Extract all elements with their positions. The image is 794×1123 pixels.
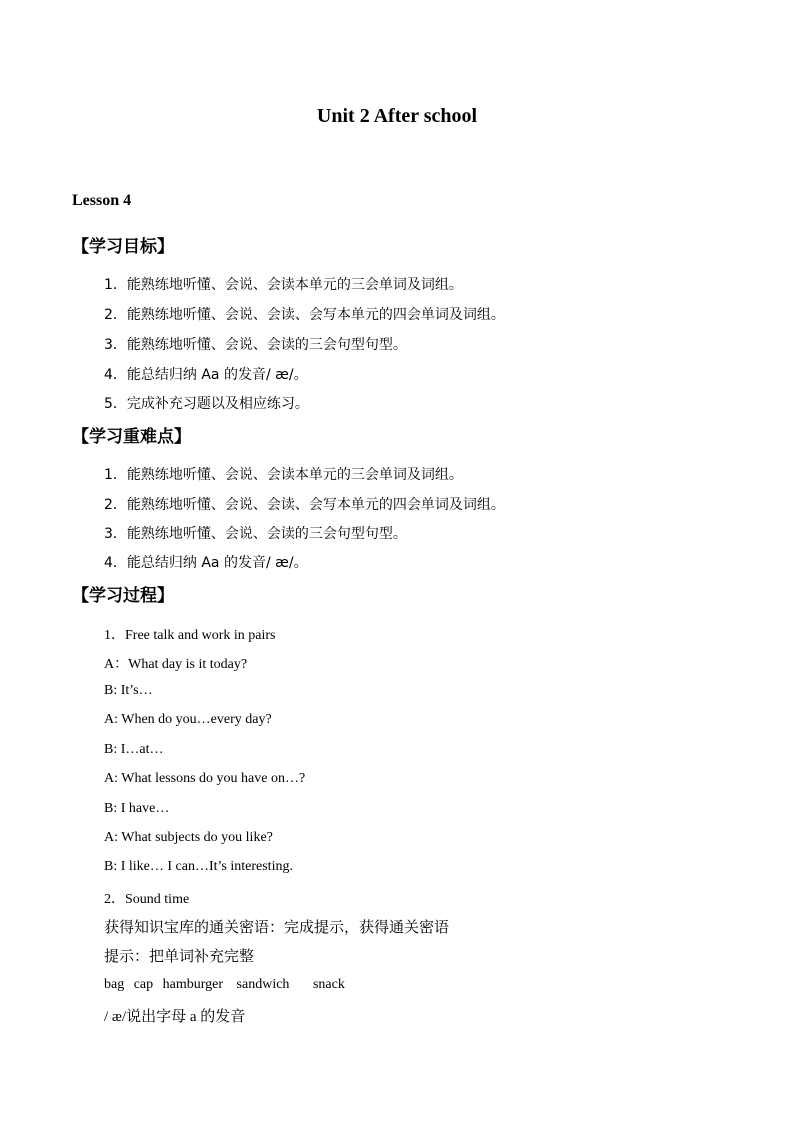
dialogue-line: A: What subjects do you like? xyxy=(104,830,273,845)
dialogue-line: A: When do you…every day? xyxy=(104,712,272,727)
section-heading-key-points: 【学习重难点】 xyxy=(72,427,191,447)
word-item: hamburger xyxy=(162,977,224,992)
lesson-heading: Lesson 4 xyxy=(72,192,132,209)
goal-item: 3．能熟练地听懂、会说、会读的三会句型句型。 xyxy=(104,337,407,353)
dialogue-line: B: I…at… xyxy=(104,742,164,757)
hint-instruction: 提示：把单词补充完整 xyxy=(104,947,255,965)
goal-item: 2．能熟练地听懂、会说、会读、会写本单元的四会单词及词组。 xyxy=(104,307,505,323)
page-title: Unit 2 After school xyxy=(316,105,478,127)
word-item: snack xyxy=(312,977,345,992)
dialogue-line: B: I have… xyxy=(104,801,170,816)
dialogue-line: A：What day is it today? xyxy=(104,657,248,672)
step-free-talk: 1．Free talk and work in pairs xyxy=(104,628,276,643)
section-heading-goals: 【学习目标】 xyxy=(72,237,174,257)
goal-item: 4．能总结归纳 Aa 的发音/ æ/。 xyxy=(104,367,308,383)
dialogue-line: B: I like… I can…It’s interesting. xyxy=(104,859,293,874)
goal-item: 1．能熟练地听懂、会说、会读本单元的三会单词及词组。 xyxy=(104,277,463,293)
password-instruction: 获得知识宝库的通关密语：完成提示，获得通关密语 xyxy=(104,918,450,936)
goal-item: 5．完成补充习题以及相应练习。 xyxy=(104,396,309,412)
word-item: cap xyxy=(133,977,154,992)
key-point-item: 4．能总结归纳 Aa 的发音/ æ/。 xyxy=(104,555,308,571)
key-point-item: 3．能熟练地听懂、会说、会读的三会句型句型。 xyxy=(104,526,407,542)
key-point-item: 2．能熟练地听懂、会说、会读、会写本单元的四会单词及词组。 xyxy=(104,497,505,513)
section-heading-process: 【学习过程】 xyxy=(72,586,174,606)
word-item: sandwich xyxy=(236,977,290,992)
dialogue-line: B: It’s… xyxy=(104,683,153,698)
word-item: bag xyxy=(104,977,125,992)
dialogue-line: A: What lessons do you have on…? xyxy=(104,771,306,786)
step-sound-time: 2．Sound time xyxy=(104,892,190,907)
key-point-item: 1．能熟练地听懂、会说、会读本单元的三会单词及词组。 xyxy=(104,467,463,483)
phonetic-instruction: / æ/说出字母 a 的发音 xyxy=(104,1009,246,1025)
word-list xyxy=(104,977,351,993)
